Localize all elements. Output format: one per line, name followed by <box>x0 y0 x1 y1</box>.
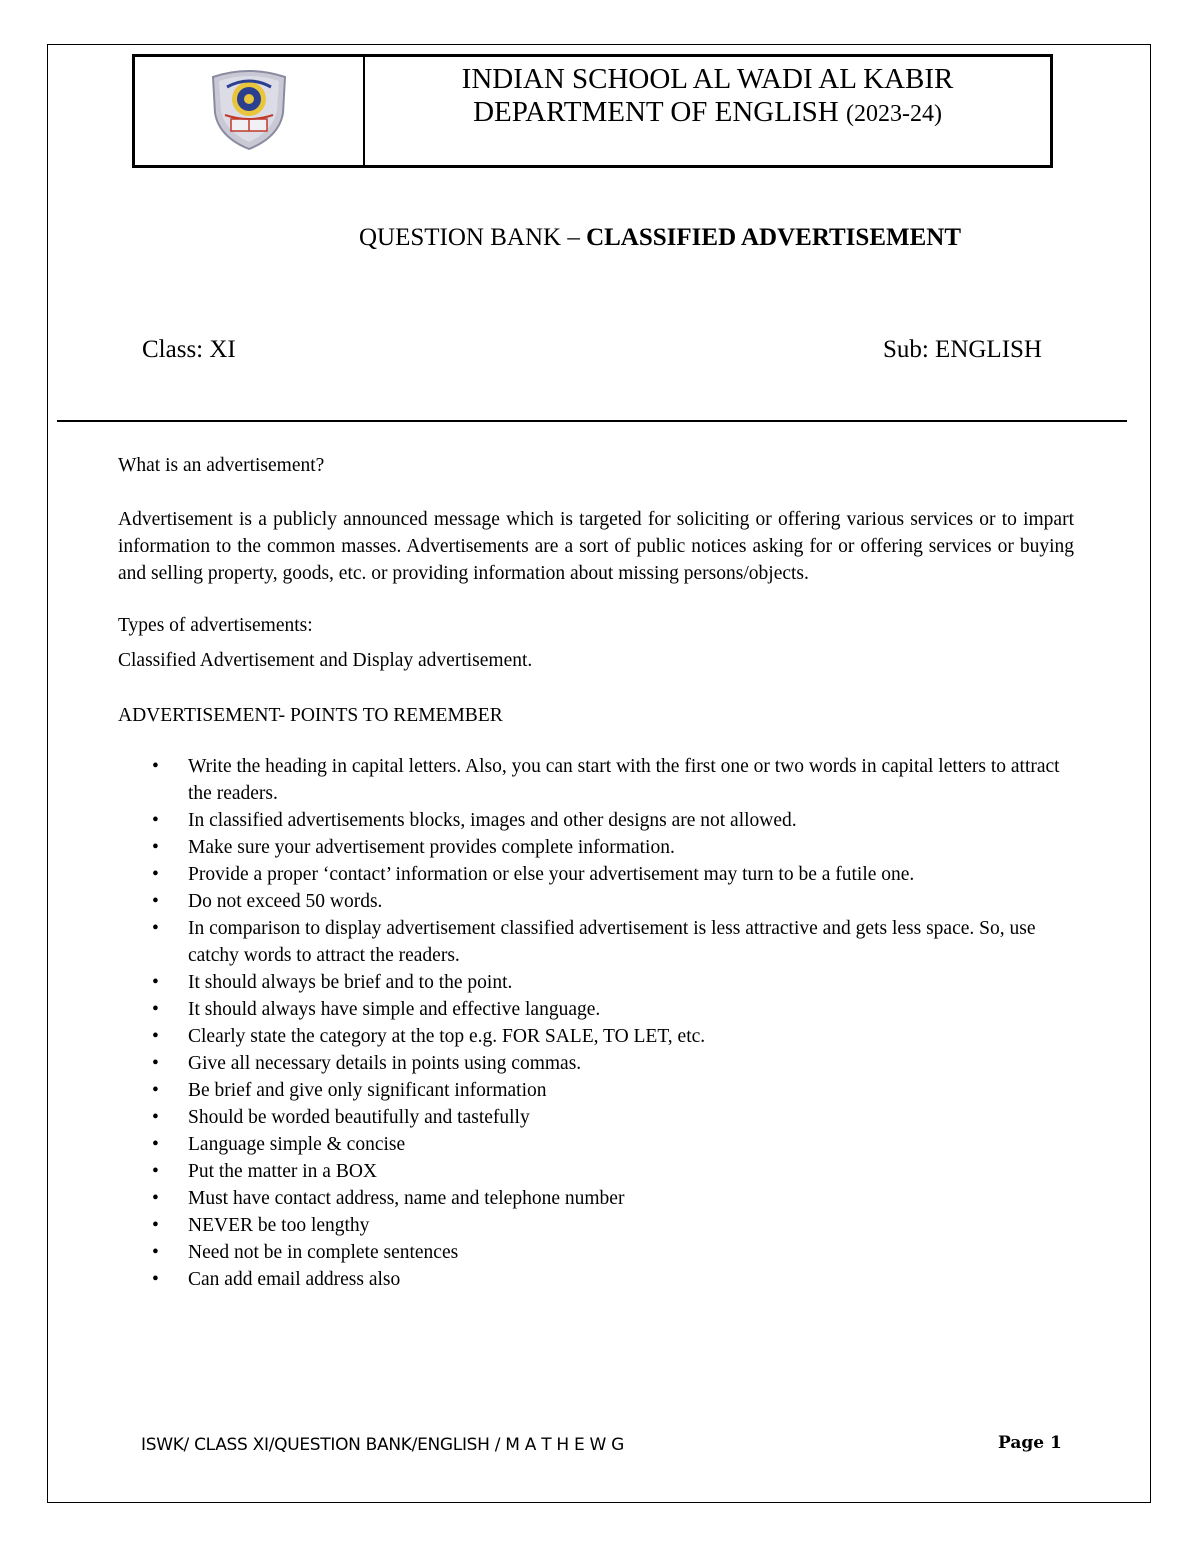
list-item: • Clearly state the category at the top e.g. FOR SALE, TO LET, etc. <box>152 1023 1074 1050</box>
points-heading: ADVERTISEMENT- POINTS TO REMEMBER <box>118 705 503 726</box>
subject-label: Sub: ENGLISH <box>882 336 1042 363</box>
list-item: • Do not exceed 50 words. <box>152 888 1074 915</box>
list-item: • Make sure your advertisement provides complete information. <box>152 834 1074 861</box>
logo-cell <box>135 57 365 165</box>
header-divider <box>57 420 1127 422</box>
list-item: • Write the heading in capital letters. Also, you can start with the first one or two words in capital letters to attract the readers. <box>152 753 1074 807</box>
header-box <box>132 54 1053 168</box>
points-list <box>118 753 1074 1293</box>
list-item: • Need not be in complete sentences <box>152 1239 1074 1266</box>
school-name: INDIAN SCHOOL AL WADI AL KABIR <box>461 63 954 95</box>
list-item: • In comparison to display advertisement classified advertisement is less attractive and gets less space. So, use catchy words to attract the readers. <box>152 915 1074 969</box>
question-text: What is an advertisement? <box>118 455 325 476</box>
title-prefix: QUESTION BANK – <box>359 224 587 251</box>
types-text: Classified Advertisement and Display advertisement. <box>118 650 533 671</box>
title-bold: CLASSIFIED ADVERTISEMENT <box>586 224 961 251</box>
list-item: • In classified advertisements blocks, images and other designs are not allowed. <box>152 807 1074 834</box>
department-name: DEPARTMENT OF ENGLISH <box>473 96 839 128</box>
list-item: • NEVER be too lengthy <box>152 1212 1074 1239</box>
page-title <box>0 224 1200 252</box>
definition-paragraph: Advertisement is a publicly announced message which is targeted for soliciting or offering various services or to impart information to the common masses. Advertisements are a sort of public notices asking for or offering services or buying and selling property, goods, etc. or providing information about missing persons/objects. <box>118 509 1074 584</box>
list-item: • Provide a proper ‘contact’ information or else your advertisement may turn to be a futile one. <box>152 861 1074 888</box>
academic-year: (2023-24) <box>845 101 942 127</box>
page-number: Page 1 <box>998 1433 1062 1453</box>
list-item: • Can add email address also <box>152 1266 1074 1293</box>
header-title-cell <box>365 57 1050 165</box>
main-content <box>118 452 1074 1293</box>
footer-reference: ISWK/ CLASS XI/QUESTION BANK/ENGLISH / M A T H E W G <box>141 1435 625 1455</box>
list-item: • It should always have simple and effective language. <box>152 996 1074 1023</box>
types-heading: Types of advertisements: <box>118 615 313 636</box>
list-item: • Be brief and give only significant information <box>152 1077 1074 1104</box>
list-item: • It should always be brief and to the point. <box>152 969 1074 996</box>
list-item: • Give all necessary details in points using commas. <box>152 1050 1074 1077</box>
list-item: • Should be worded beautifully and tastefully <box>152 1104 1074 1131</box>
list-item: • Put the matter in a BOX <box>152 1158 1074 1185</box>
list-item: • Must have contact address, name and telephone number <box>152 1185 1074 1212</box>
department-line <box>473 96 942 131</box>
class-label: Class: XI <box>142 336 236 363</box>
list-item: • Language simple & concise <box>152 1131 1074 1158</box>
school-crest-icon <box>207 67 291 156</box>
